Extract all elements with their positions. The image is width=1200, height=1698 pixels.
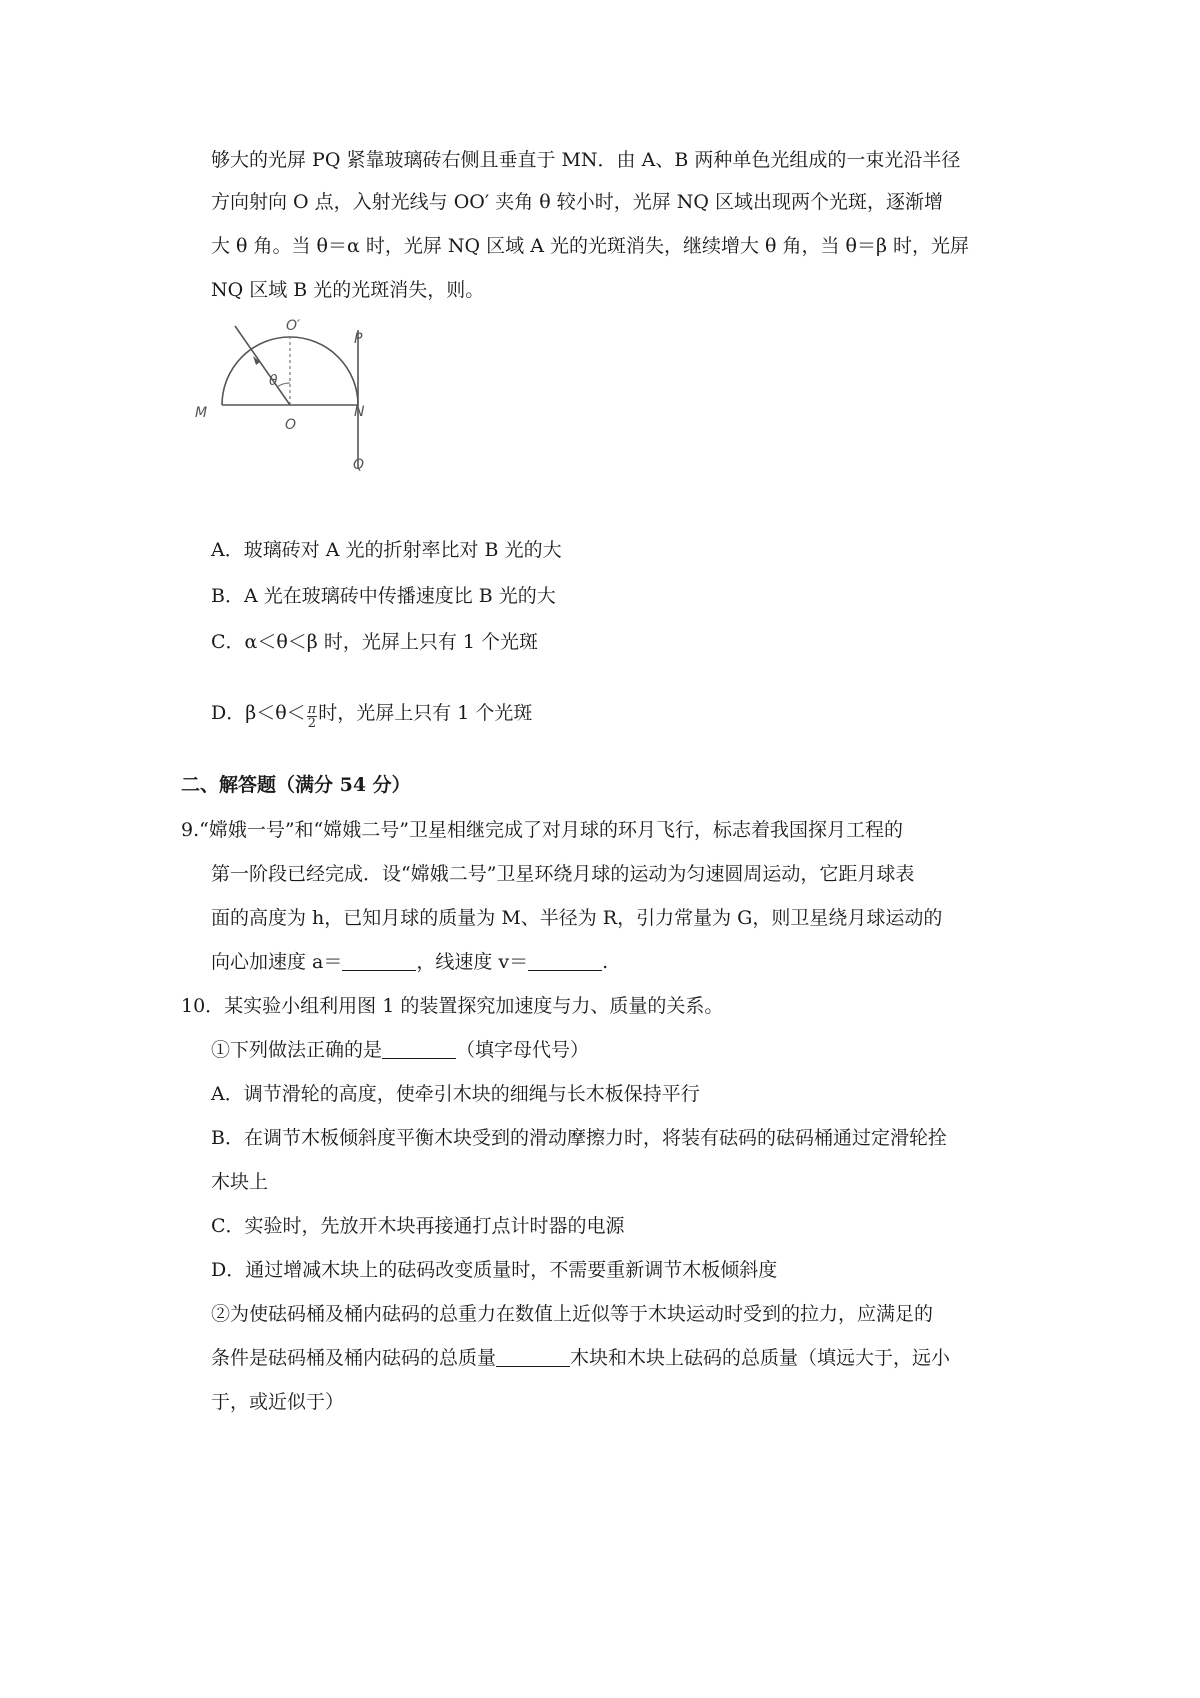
semicircle-glass-diagram xyxy=(195,318,398,515)
q8-option-d-suffix: 时，光屏上只有 1 个光斑 xyxy=(318,702,533,724)
q8-option-a: A．玻璃砖对 A 光的折射率比对 B 光的大 xyxy=(211,539,562,561)
q9-velocity-blank[interactable] xyxy=(528,950,602,971)
q10-option-c: C．实验时，先放开木块再接通打点计时器的电源 xyxy=(211,1215,625,1237)
label-theta: θ xyxy=(269,373,278,389)
q9-accel-blank[interactable] xyxy=(342,950,416,971)
q9-line-3: 面的高度为 h，已知月球的质量为 M、半径为 R，引力常量为 G，则卫星绕月球运动的 xyxy=(211,907,943,929)
q8-option-d-prefix: D．β＜θ＜ xyxy=(211,702,306,724)
q10-part2-line-3: 于，或近似于） xyxy=(211,1391,345,1413)
q9-line-1: 9.“嫦娥一号”和“嫦娥二号”卫星相继完成了对月球的环月飞行，标志着我国探月工程的 xyxy=(181,819,903,841)
q10-part2-line-1: ②为使砝码桶及桶内砝码的总重力在数值上近似等于木块运动时受到的拉力，应满足的 xyxy=(211,1303,934,1325)
q8-intro-line-1: 够大的光屏 PQ 紧靠玻璃砖右侧且垂直于 MN．由 A、B 两种单色光组成的一束光沿半径 xyxy=(211,149,961,171)
q10-line-1: 10．某实验小组利用图 1 的装置探究加速度与力、质量的关系。 xyxy=(181,995,724,1017)
q9-velocity-label: ，线速度 v＝ xyxy=(416,951,529,973)
q10-part2-rest: 木块和木块上砝码的总质量（填远大于，远小 xyxy=(570,1347,951,1369)
label-o: O xyxy=(285,417,297,433)
theta-angle-arc xyxy=(277,383,290,387)
q10-part1-label: ①下列做法正确的是 xyxy=(211,1039,383,1061)
q9-line-2: 第一阶段已经完成．设“嫦娥二号”卫星环绕月球的运动为匀速圆周运动，它距月球表 xyxy=(211,863,915,885)
label-n: N xyxy=(354,404,365,420)
q10-option-b-line-2: 木块上 xyxy=(211,1171,269,1193)
q10-option-d: D．通过增减木块上的砝码改变质量时，不需要重新调节木板倾斜度 xyxy=(211,1259,778,1281)
label-m: M xyxy=(195,405,208,421)
semicircle-arc xyxy=(222,337,358,405)
q8-intro-line-2: 方向射向 O 点，入射光线与 OO′ 夹角 θ 较小时，光屏 NQ 区域出现两个光斑，逐渐增 xyxy=(211,191,944,213)
q8-intro-line-3: 大 θ 角。当 θ＝α 时，光屏 NQ 区域 A 光的光斑消失，继续增大 θ 角，当 θ＝β 时，光屏 xyxy=(211,235,969,257)
label-o-prime: O′ xyxy=(286,318,301,334)
q9-end-period: . xyxy=(602,951,609,973)
q10-part1-blank[interactable] xyxy=(382,1038,456,1059)
q10-option-a: A．调节滑轮的高度，使牵引木块的细绳与长木板保持平行 xyxy=(211,1083,700,1105)
q8-option-c: C．α＜θ＜β 时，光屏上只有 1 个光斑 xyxy=(211,631,538,653)
q10-part2-blank[interactable] xyxy=(496,1346,570,1367)
q10-part2-label: 条件是砝码桶及桶内砝码的总质量 xyxy=(211,1347,497,1369)
label-q: Q xyxy=(353,457,365,473)
q10-option-b-line-1: B．在调节木板倾斜度平衡木块受到的滑动摩擦力时，将装有砝码的砝码桶通过定滑轮拴 xyxy=(211,1127,947,1149)
label-p: P xyxy=(354,331,363,347)
q8-option-d xyxy=(211,700,532,730)
q9-line-4 xyxy=(211,949,608,975)
q8-option-b: B．A 光在玻璃砖中传播速度比 B 光的大 xyxy=(211,585,556,607)
q10-part1-hint: （填字母代号） xyxy=(456,1039,590,1061)
q9-accel-label: 向心加速度 a＝ xyxy=(211,951,343,973)
fraction-numerator: π xyxy=(307,702,317,717)
q10-part2-line-2 xyxy=(211,1345,950,1371)
section-title: 二、解答题（满分 54 分） xyxy=(181,774,411,796)
pi-over-2-fraction xyxy=(307,703,318,730)
q10-part1 xyxy=(211,1037,589,1063)
fraction-denominator: 2 xyxy=(307,716,317,731)
q8-intro-line-4: NQ 区域 B 光的光斑消失，则。 xyxy=(211,279,485,301)
